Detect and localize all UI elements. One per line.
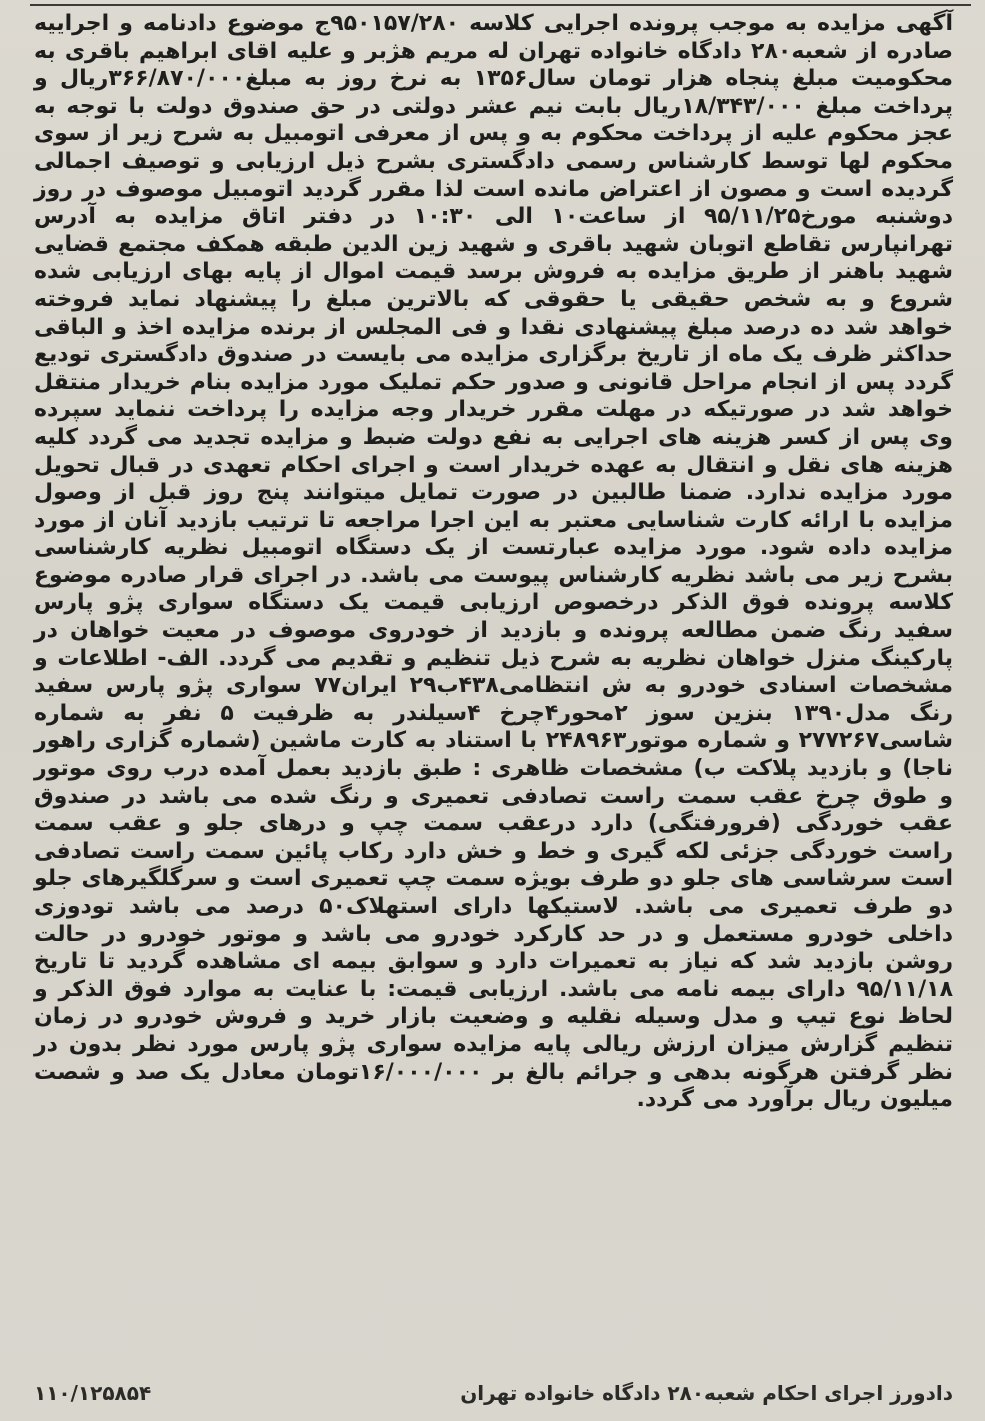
top-rule	[30, 4, 971, 6]
notice-footer	[34, 1378, 953, 1408]
notice-body	[34, 10, 953, 1114]
notice-code: ۱۱۰/۱۲۵۸۵۴	[34, 1381, 152, 1405]
notice-signature: دادورز اجرای احکام شعبه۲۸۰ دادگاه خانواده تهران	[460, 1381, 953, 1405]
notice-body-text: آگهی مزایده به موجب پرونده اجرایی کلاسه ۹۵۰۱۵۷/۲۸۰ج موضوع دادنامه و اجراییه صادره از شعبه۲۸۰ دادگاه خانواده تهران له مریم هژبر و علیه اقای ابراهیم باقری به محکومیت مبلغ پنجاه هزار تومان سال۱۳۵۶ به نرخ روز به مبلغ۳۶۶/۸۷۰/۰۰۰ریال و پرداخت مبلغ ۱۸/۳۴۳/۰۰۰ریال بابت نیم عشر دولتی در حق صندوق دولت با توجه به عجز محکوم علیه از پرداخت محکوم به و پس از معرفی اتومبیل به شرح زیر از سوی محکوم لها توسط کارشناس رسمی دادگستری بشرح ذیل ارزیابی و توصیف اجمالی گردیده است و مصون از اعتراض مانده است لذا مقرر گردید اتومبیل موصوف در روز دوشنبه مورخ۹۵/۱۱/۲۵ از ساعت۱۰ الی ۱۰:۳۰ در دفتر اتاق مزایده به آدرس تهرانپارس تقاطع اتوبان شهید باقری و شهید زین الدین طبقه همکف مجتمع قضایی شهید باهنر از طریق مزایده به فروش برسد قیمت اموال از پایه بهای ارزیابی شده شروع و به شخص حقیقی یا حقوقی که بالاترین مبلغ را پیشنهاد نماید فروخته خواهد شد ده درصد مبلغ پیشنهادی نقدا و فی المجلس از برنده مزایده اخذ و الباقی حداکثر ظرف یک ماه از تاریخ برگزاری مزایده می بایست در صندوق دادگستری تودیع گردد پس از انجام مراحل قانونی و صدور حکم تملیک مورد مزایده بنام خریدار منتقل خواهد شد در صورتیکه در مهلت مقرر خریدار وجه مزایده را پرداخت ننماید سپرده وی پس از کسر هزینه های اجرایی به نفع دولت ضبط و مزایده تجدید می گردد کلیه هزینه های نقل و انتقال به عهده خریدار است و اجرای احکام تعهدی در قبال تحویل مورد مزایده ندارد. ضمنا طالبین در صورت تمایل میتوانند پنج روز قبل از وصول مزایده با ارائه کارت شناسایی معتبر به این اجرا مراجعه تا ترتیب بازدید آنان از مورد مزایده داده شود. مورد مزایده عبارتست از یک دستگاه اتومبیل نظریه کارشناسی بشرح زیر می باشد نظریه کارشناس پیوست می باشد. در اجرای قرار صادره موضوع کلاسه پرونده فوق الذکر درخصوص ارزیابی قیمت یک دستگاه سواری پژو پارس سفید رنگ ضمن مطالعه پرونده و بازدید از خودروی موصوف در معیت خواهان در پارکینگ منزل خواهان نظریه به شرح ذیل تنظیم و تقدیم می گردد. الف- اطلاعات و مشخصات اسنادی خودرو به ش انتظامی۴۳۸ب۲۹ ایران۷۷ سواری پژو پارس سفید رنگ مدل۱۳۹۰ بنزین سوز ۲محور۴چرخ ۴سیلندر به ظرفیت ۵ نفر به شماره شاسی۲۷۷۲۶۷ و شماره موتور۲۴۸۹۶۳ با استناد به کارت ماشین (شماره گزاری راهور ناجا) و بازدید پلاکت ب) مشخصات ظاهری : طبق بازدید بعمل آمده درب روی موتور و طوق چرخ عقب سمت راست تصادفی تعمیری و رنگ شده می باشد در صندوق عقب خوردگی (فرورفتگی) دارد درعقب سمت چپ و درهای جلو و عقب سمت راست خوردگی جزئی لکه گیری و خط و خش دارد رکاب پائین سمت راست تصادفی است سرشاسی های جلو دو طرف بویژه سمت چپ تعمیری است و سرگلگیرهای جلو دو طرف تعمیری می باشد. لاستیکها دارای استهلاک۵۰ درصد می باشد تودوزی داخلی خودرو مستعمل و در حد کارکرد خودرو می باشد و موتور خودرو در حالت روشن بازدید شد که نیاز به تعمیرات دارد و سوابق بیمه ای مشاهده گردید تا تاریخ ۹۵/۱۱/۱۸ دارای بیمه نامه می باشد. ارزیابی قیمت: با عنایت به موارد فوق الذکر و لحاظ نوع تیپ و مدل وسیله نقلیه و وضعیت بازار خرید و فروش خودرو در زمان تنظیم گزارش میزان ارزش ریالی پایه مزایده سواری پژو پارس مورد نظر بدون در نظر گرفتن هرگونه بدهی و جرائم بالغ بر ۱۶/۰۰۰/۰۰۰تومان معادل یک صد و شصت میلیون ریال برآورد می گردد.	[34, 11, 954, 1113]
